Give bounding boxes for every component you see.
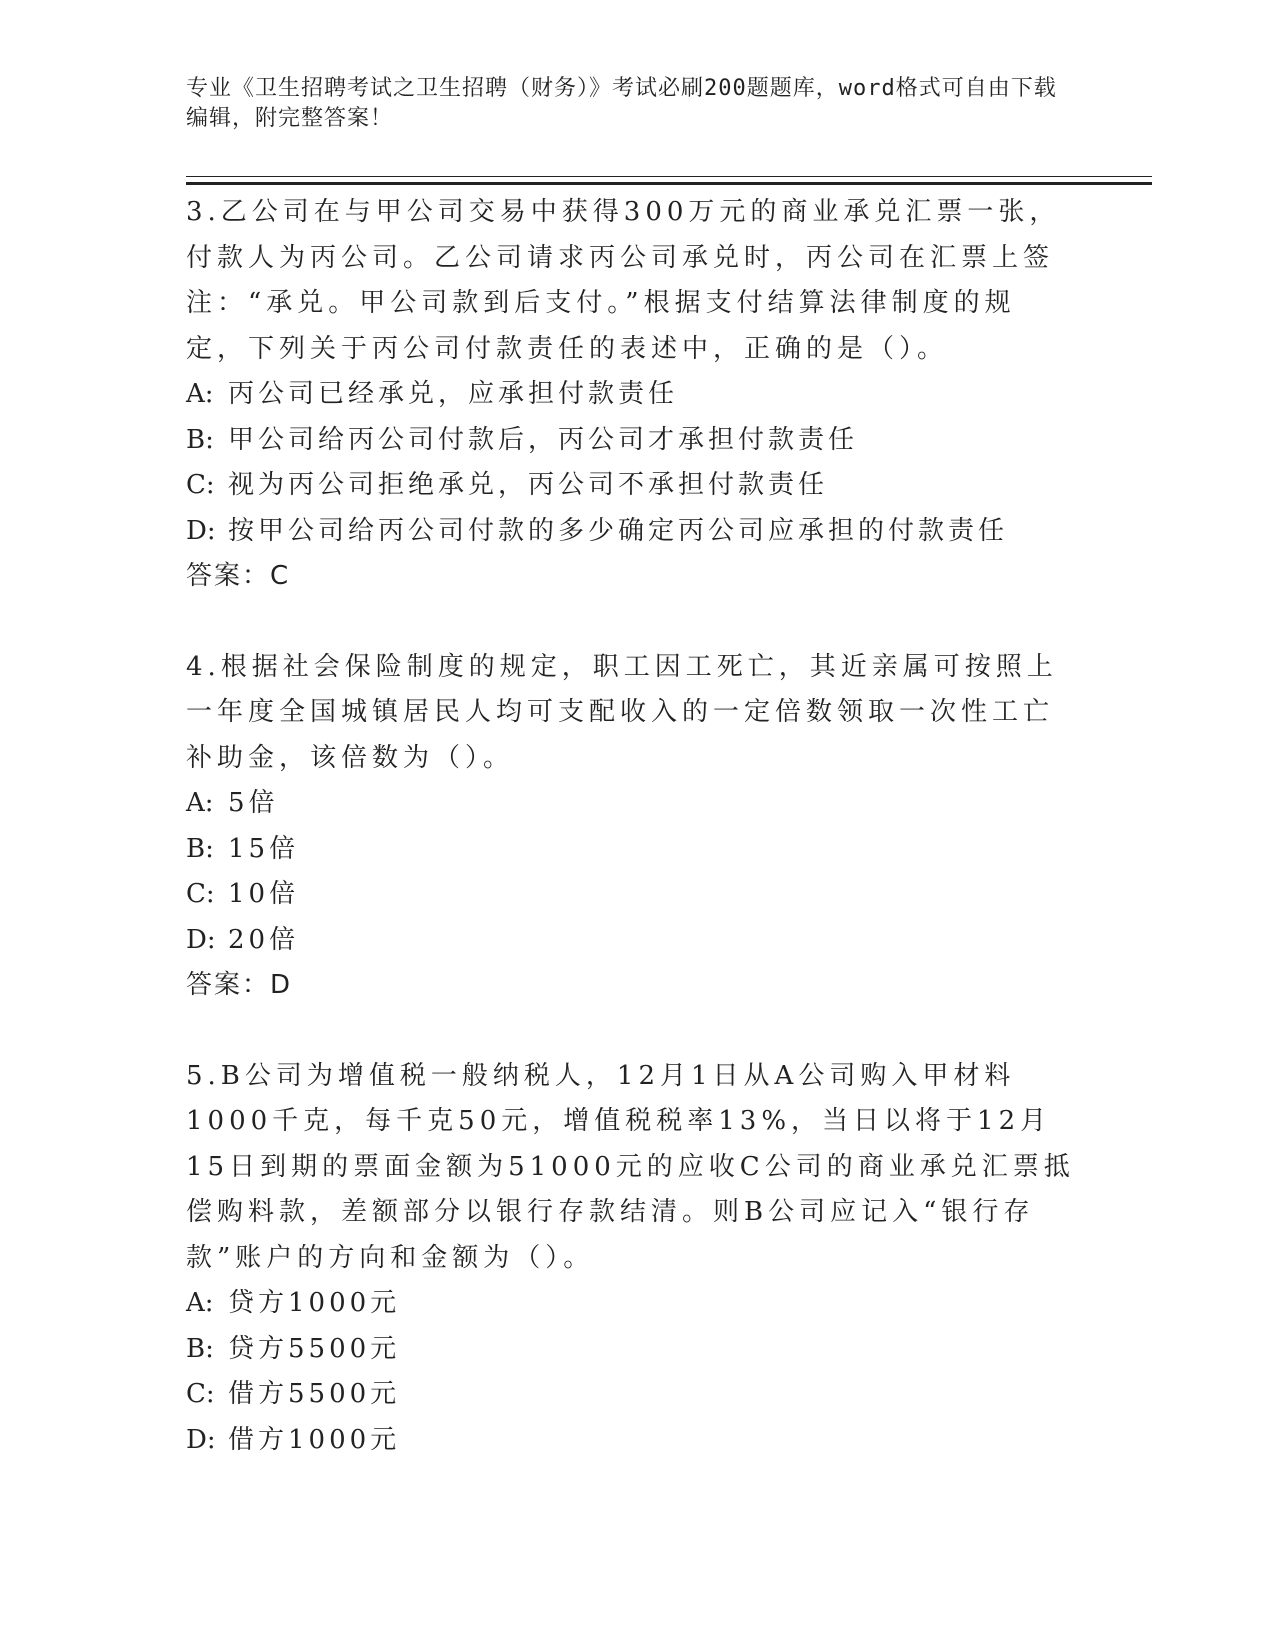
question-stem: 3.乙公司在与甲公司交易中获得300万元的商业承兑汇票一张，付款人为丙公司。乙公司请求丙公司承兑时，丙公司在汇票上签注：“承兑。甲公司款到后支付。”根据支付结算法律制度的规定，下列关于丙公司付款责任的表述中，正确的是（）。 — [186, 197, 1061, 364]
question-3 — [186, 190, 1076, 600]
question-4 — [186, 645, 1076, 1009]
option-letter: D: — [186, 924, 216, 955]
option-text: 5倍 — [228, 788, 279, 818]
option-letter: D: — [186, 1424, 216, 1455]
spacer — [186, 1009, 1076, 1054]
answer-line: 答案：C — [186, 561, 291, 591]
option-a — [186, 781, 1076, 827]
option-letter: B: — [186, 1333, 214, 1364]
question-stem: 4.根据社会保险制度的规定，职工因工死亡，其近亲属可按照上一年度全国城镇居民人均可支配收入的一定倍数领取一次性工亡补助金，该倍数为（）。 — [186, 651, 1058, 773]
option-text: 10倍 — [228, 879, 300, 909]
option-b — [186, 1327, 1076, 1373]
option-a — [186, 1281, 1076, 1327]
option-d — [186, 918, 1076, 964]
option-letter: A: — [186, 379, 214, 409]
option-text: 借方1000元 — [228, 1424, 401, 1455]
document-header: 专业《卫生招聘考试之卫生招聘（财务）》考试必刷200题题库，word格式可自由下载编辑，附完整答案！ — [186, 76, 1057, 131]
question-5 — [186, 1054, 1076, 1464]
option-d — [186, 509, 1076, 555]
option-letter: B: — [186, 424, 214, 455]
option-letter: C: — [186, 879, 215, 909]
spacer — [186, 600, 1076, 645]
option-b — [186, 827, 1076, 873]
header-rule-thick — [186, 182, 1152, 185]
option-text: 贷方5500元 — [228, 1333, 401, 1364]
option-a — [186, 372, 1076, 418]
option-letter: C: — [186, 1379, 215, 1409]
question-stem: 5.B公司为增值税一般纳税人，12月1日从A公司购入甲材料1000千克，每千克50元，增值税税率13%，当日以将于12月15日到期的票面金额为51000元的应收C公司的商业承兑汇票抵偿购料款，差额部分以银行存款结清。则B公司应记入“银行存款”账户的方向和金额为（）。 — [186, 1060, 1075, 1273]
option-letter: A: — [186, 1288, 214, 1318]
question-list — [186, 190, 1076, 1463]
option-text: 借方5500元 — [228, 1379, 401, 1409]
option-c — [186, 1372, 1076, 1418]
header-rule-thin — [186, 176, 1152, 177]
option-d — [186, 1418, 1076, 1464]
option-letter: A: — [186, 788, 214, 818]
option-text: 甲公司给丙公司付款后，丙公司才承担付款责任 — [228, 424, 859, 455]
option-c — [186, 872, 1076, 918]
option-letter: D: — [186, 515, 216, 546]
option-text: 15倍 — [228, 833, 300, 864]
option-letter: C: — [186, 470, 215, 500]
option-letter: B: — [186, 833, 214, 864]
option-text: 视为丙公司拒绝承兑，丙公司不承担付款责任 — [228, 470, 829, 500]
option-text: 按甲公司给丙公司付款的多少确定丙公司应承担的付款责任 — [228, 515, 1009, 546]
answer-line: 答案：D — [186, 970, 293, 1000]
option-b — [186, 418, 1076, 464]
option-c — [186, 463, 1076, 509]
option-text: 贷方1000元 — [228, 1288, 401, 1318]
option-text: 20倍 — [228, 924, 300, 955]
option-text: 丙公司已经承兑，应承担付款责任 — [228, 379, 679, 409]
